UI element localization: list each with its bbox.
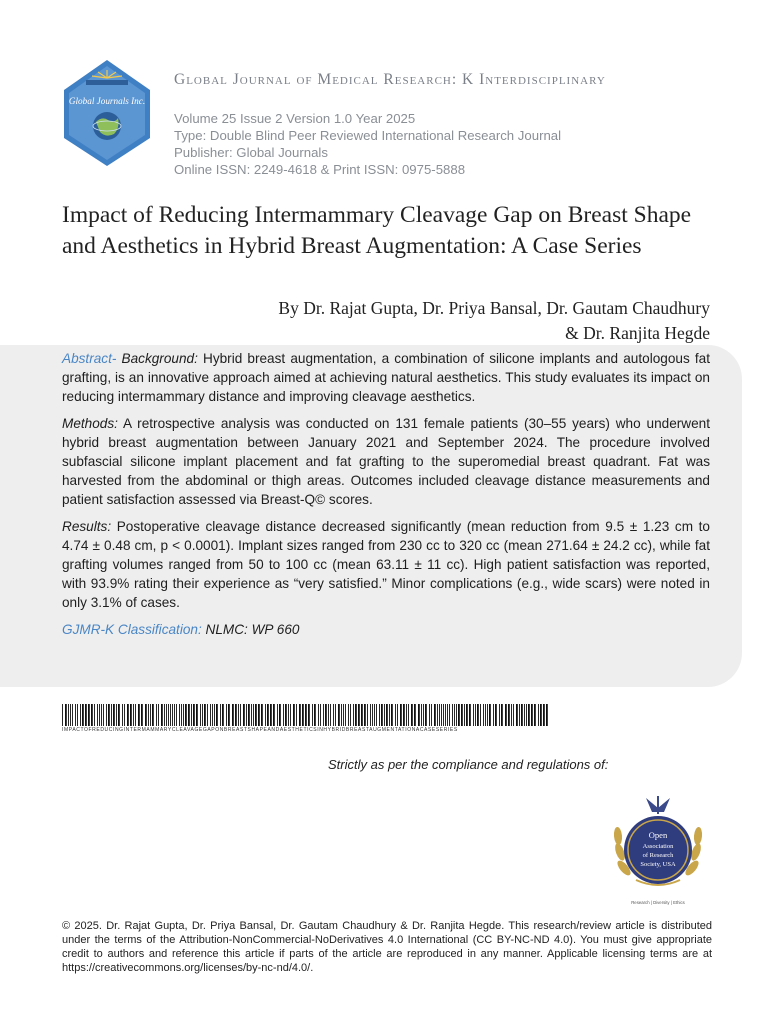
seal-line-4: Society, USA [640,861,676,868]
background-text: Hybrid breast augmentation, a combination of silicone implants and autologous fat grafting, is an innovative approach aimed at achieving natural aesthetics. This study evaluates its impact on reducing intermammary distance and improving cleavage aesthetics. [62,351,710,405]
article-authors [150,296,710,346]
journal-publisher: Publisher: Global Journals [174,145,328,160]
journal-issn: Online ISSN: 2249-4618 & Print ISSN: 0975-5888 [174,162,466,177]
journal-name: Global Journal of Medical Research: K Interdisciplinary [174,71,606,88]
barcode-text: IMPACTOFREDUCINGINTERMAMMARYCLEAVAGEGAPONBREASTSHAPEANDAESTHETICSINHYBRIDBREASTAUGMENTATIONACASESERIES [62,727,458,733]
compliance-note: Strictly as per the compliance and regulations of: [328,757,609,772]
abstract-methods-paragraph [62,414,710,510]
methods-text: A retrospective analysis was conducted on 131 female patients (30–55 years) who underwent hybrid breast augmentation between January 2021 and September 2024. The procedure involved subfascial silicone implant placement and fat grafting to the superomedial breast quadrant. Fat was harvested from the abdominal or thigh areas. Outcomes included cleavage distance measurements and patient satisfaction assessed via Breast-Q© scores. [62,415,710,508]
results-text: Postoperative cleavage distance decreased significantly (mean reduction from 9.5 ± 1.23 cm to 4.74 ± 0.48 cm, p < 0.0001). Implant sizes ranged from 230 cc to 320 cc (mean 271.64 ± 24.2 cc), while fat grafting volumes ranged from 50 to 100 cc (mean 63.11 ± 11 cc). High patient satisfaction was reported, with 93.9% rating their experience as “very satisfied.” Minor complications (e.g., wide scars) were noted in only 3.1% of cases. [62,518,710,611]
authors-line-2: & Dr. Ranjita Hegde [565,323,710,343]
seal-line-3: of Research [642,852,674,859]
seal-line-1: Open [648,830,668,840]
abstract [62,349,710,646]
global-journals-logo [62,58,152,168]
abstract-results-paragraph [62,517,710,613]
methods-label: Methods: [62,415,118,431]
barcode-bars [62,704,550,726]
classification-value: NLMC: WP 660 [205,621,300,637]
seal-tagline: Research | Diversity | Ethics [631,900,685,905]
background-label: Background: [121,351,198,366]
journal-volume: Volume 25 Issue 2 Version 1.0 Year 2025 [174,111,416,126]
classification-label: GJMR-K Classification: [62,621,202,637]
journal-type: Type: Double Blind Peer Reviewed International Research Journal [174,128,562,143]
journal-meta [174,110,634,178]
open-association-seal [606,792,710,910]
authors-line-1: By Dr. Rajat Gupta, Dr. Priya Bansal, Dr. Gautam Chaudhury [278,298,710,318]
abstract-background-paragraph [62,349,710,407]
abstract-label: Abstract- [62,351,117,366]
results-label: Results: [62,518,112,534]
seal-line-2: Association [642,843,674,850]
article-title: Impact of Reducing Intermammary Cleavage Gap on Breast Shape and Aesthetics in Hybrid Breast Augmentation: A Case Series [62,202,692,259]
license-footer: © 2025. Dr. Rajat Gupta, Dr. Priya Bansal, Dr. Gautam Chaudhury & Dr. Ranjita Hegde. This research/review article is distributed under the terms of the Attribution-NonCommercial-NoDerivatives 4.0 International (CC BY-NC-ND 4.0). You must give appropriate credit to authors and reference this article if parts of the article are reproduced in any manner. Applicable licensing terms are at https://creativecommons.org/licenses/by-nc-nd/4.0/. [62,920,712,974]
classification [62,620,710,639]
logo-text: Global Journals Inc. [68,96,146,106]
barcode [62,704,550,733]
